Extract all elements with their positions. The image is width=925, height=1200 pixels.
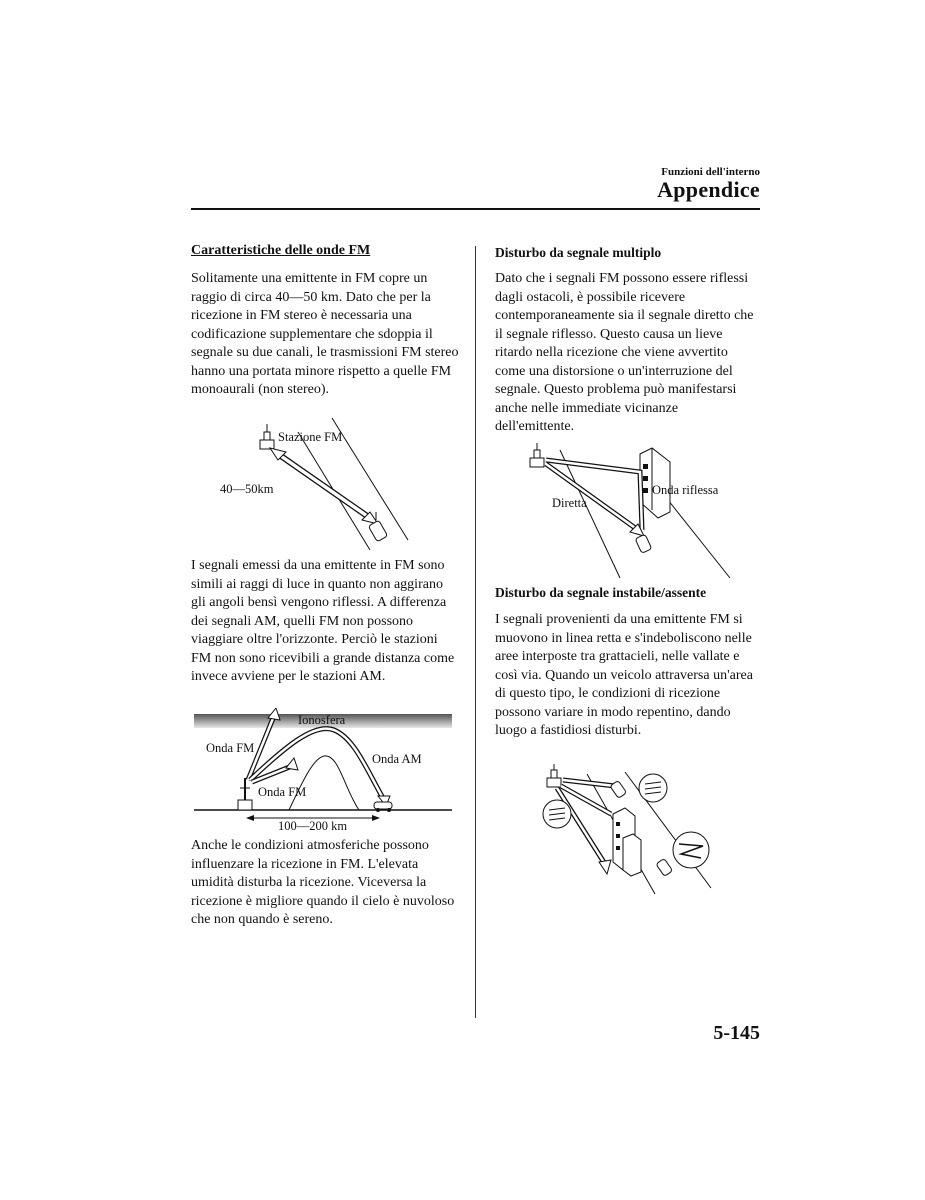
- unstable-signal-paragraph: I segnali provenienti da una emittente FM si muovono in linea retta e s'indeboliscono nelle aree interposte tra grattacieli, nelle vallate e così via. Quando un veicolo attraversa un'area di questo tipo, le condizioni di ricezione possono variare in modo repentino, dando luogo a fastidiosi disturbi.: [495, 612, 753, 738]
- range-double-arrow: [270, 448, 378, 524]
- fm-station-icon: [530, 443, 544, 467]
- atmosphere-paragraph: Anche le condizioni atmosferiche possono influenzare la ricezione in FM. L'elevata umidità disturba la ricezione. Viceversa la ricezione è migliore quando il cielo è nuvoloso che non quando è sereno.: [191, 838, 455, 927]
- hill: [289, 756, 359, 810]
- fm-characteristics-heading: Caratteristiche delle onde FM: [191, 243, 371, 258]
- road-line: [668, 500, 730, 578]
- multipath-diagram: [520, 440, 740, 580]
- multipath-heading: Disturbo da segnale multiplo: [495, 245, 662, 260]
- fm-range-paragraph: Solitamente una emittente in FM copre un raggio di circa 40—50 km. Dato che per la ricezione in FM stereo è necessaria una codificazione supplementare che sdoppia il segnale su due canali, le trasmissioni FM stereo hanno una portata minore rispetto a quelle FM monoaurali (non stereo).: [191, 271, 459, 397]
- direct-wave-label: Diretta: [552, 496, 587, 510]
- car-icon: [635, 534, 652, 553]
- distance-label: 100—200 km: [278, 819, 348, 833]
- multipath-paragraph: Dato che i segnali FM possono essere riflessi dagli ostacoli, è possibile ricevere contemporaneamente sia il segnale diretto che il segnale riflesso. Questo causa un lieve ritardo nella ricezione che viene avvertito come una distorsione o un'interruzione del segnale. Questo problema può manifestarsi anche nelle immediate vicinanze dell'emittente.: [495, 271, 754, 434]
- car-icon: [610, 780, 627, 798]
- fm-wave-label-lower: Onda FM: [258, 785, 307, 799]
- fm-wave-label-upper: Onda FM: [206, 741, 255, 755]
- page-number: 5-145: [713, 1022, 760, 1044]
- fm-station-icon: [547, 764, 561, 787]
- fm-light-paragraph: I segnali emessi da una emittente in FM sono simili ai raggi di luce in quanto non aggirano gli angoli bensì vengono riflessi. A differenza dei segnali AM, quelli FM non possono viaggiare oltre l'orizzonte. Perciò le stazioni FM non sono ricevibili a grande distanza come invece avviene per le stazioni AM.: [191, 558, 455, 684]
- ionosphere-label: Ionosfera: [298, 713, 346, 727]
- building-icon: [613, 808, 641, 876]
- noise-bubble-icon: [673, 832, 709, 868]
- header-rule: [191, 208, 760, 210]
- tower-icon: [238, 778, 252, 810]
- fm-station-label: Stazione FM: [278, 430, 343, 444]
- column-divider: [475, 246, 476, 1018]
- unstable-signal-diagram: [535, 764, 735, 899]
- range-label: 40—50km: [220, 482, 274, 496]
- fm-station-icon: [260, 424, 274, 449]
- noise-bubble-icon: [639, 774, 667, 802]
- ionosphere-diagram: [194, 708, 454, 836]
- unstable-signal-heading: Disturbo da segnale instabile/assente: [495, 585, 707, 600]
- page-title: Appendice: [657, 177, 760, 202]
- fm-range-diagram: [210, 412, 410, 552]
- reflected-wave-label: Onda riflessa: [652, 483, 719, 497]
- noise-bubble-icon: [543, 800, 571, 828]
- section-label: Funzioni dell'interno: [661, 166, 760, 178]
- am-wave-label: Onda AM: [372, 752, 422, 766]
- car-icon: [656, 858, 673, 876]
- signal-arrows: [557, 780, 615, 874]
